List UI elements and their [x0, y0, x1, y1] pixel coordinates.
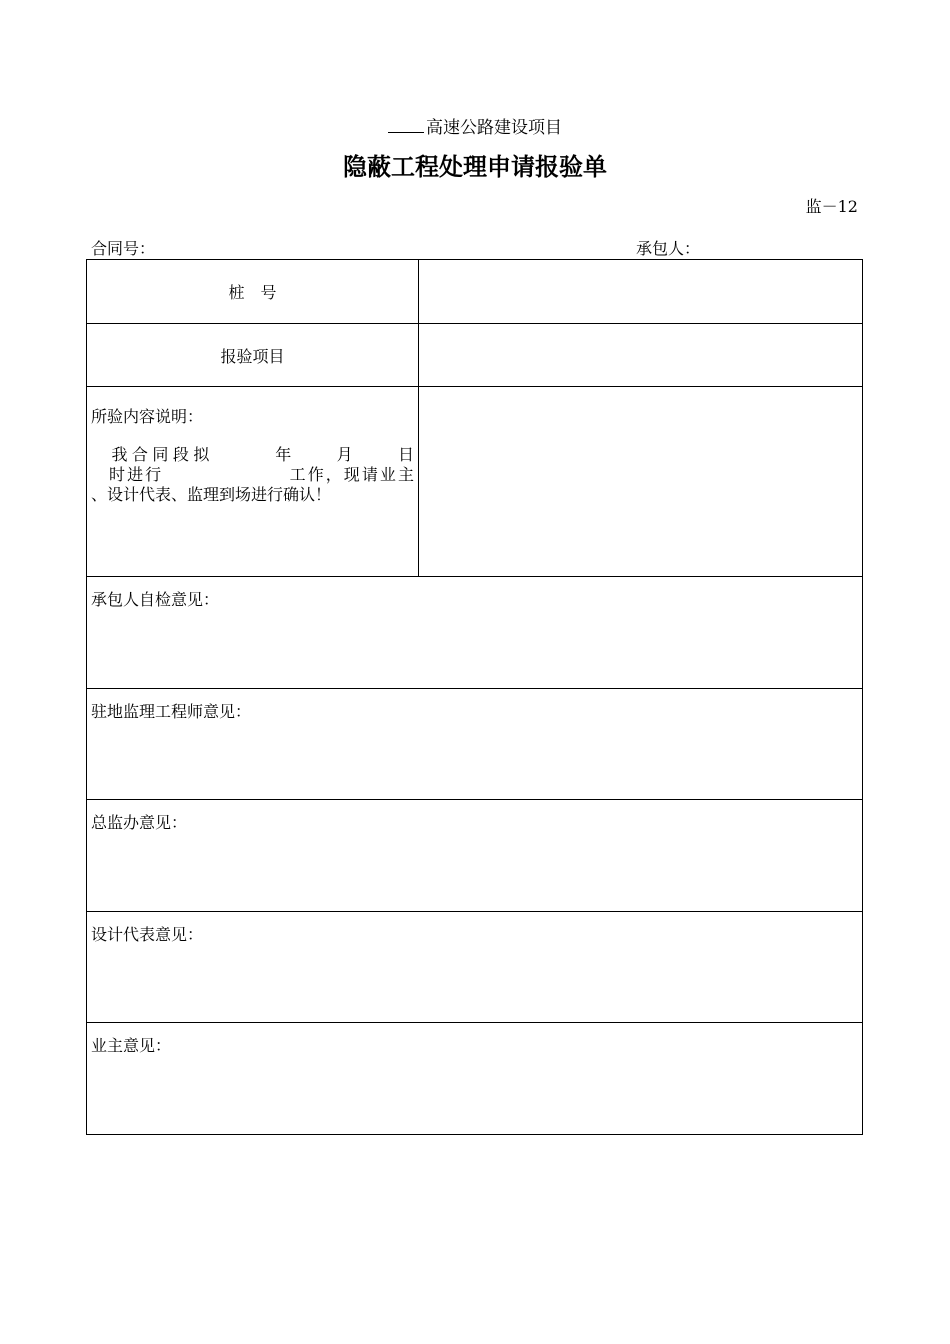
contract-number-label: 合同号： — [91, 239, 156, 258]
design-rep-opinion-row — [87, 912, 863, 1023]
project-name-blank[interactable] — [388, 118, 424, 133]
resident-engineer-opinion[interactable]: 驻地监理工程师意见： — [87, 689, 863, 800]
owner-opinion-row — [87, 1023, 863, 1135]
station-row — [87, 260, 863, 324]
owner-opinion[interactable]: 业主意见： — [87, 1023, 863, 1135]
contractor-self-check-opinion[interactable]: 承包人自检意见： — [87, 577, 863, 689]
inspection-form-table — [86, 259, 863, 1135]
document-title: 隐蔽工程处理申请报验单 — [343, 153, 607, 181]
station-value-cell[interactable] — [419, 260, 863, 324]
description-line-3: 、设计代表、监理到场进行确认！ — [91, 485, 332, 504]
design-representative-opinion[interactable]: 设计代表意见： — [87, 912, 863, 1023]
contractor-opinion-row — [87, 577, 863, 689]
station-label: 桩 号 — [87, 260, 419, 324]
description-value-cell[interactable] — [419, 387, 863, 577]
project-suffix: 高速公路建设项目 — [426, 118, 562, 138]
contractor-label: 承包人： — [636, 239, 701, 258]
description-line-2: 时进行 工作，现请业主 — [91, 465, 414, 484]
description-row — [87, 387, 863, 577]
description-label: 所验内容说明： — [91, 407, 204, 426]
chief-supervision-office-opinion[interactable]: 总监办意见： — [87, 800, 863, 912]
project-line — [0, 113, 950, 138]
resident-engineer-opinion-row — [87, 689, 863, 800]
inspection-item-value-cell[interactable] — [419, 324, 863, 387]
chief-office-opinion-row — [87, 800, 863, 912]
inspection-item-label: 报验项目 — [87, 324, 419, 387]
description-line-1: 我合同段拟 年 月 日 — [91, 445, 414, 464]
description-cell[interactable] — [87, 387, 419, 577]
inspection-item-row — [87, 324, 863, 387]
form-code: 监－12 — [805, 197, 858, 216]
